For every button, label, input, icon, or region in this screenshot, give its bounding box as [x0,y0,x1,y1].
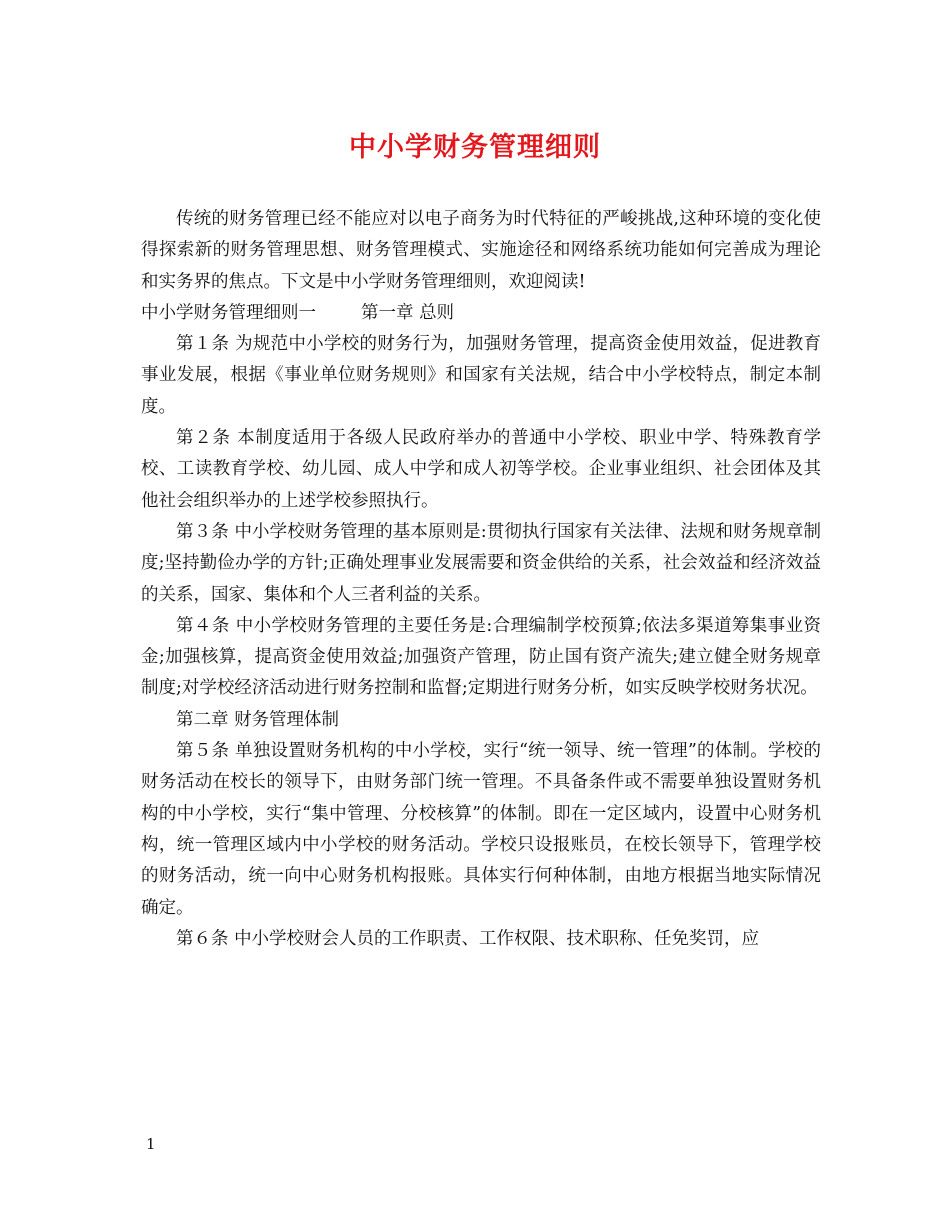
article-5-paragraph: 第５条 单独设置财务机构的中小学校，实行“统一领导、统一管理”的体制。学校的财务活动在校长的领导下，由财务部门统一管理。不具备条件或不需要单独设置财务机构的中小学校，实行“集中管理、分校核算”的体制。即在一定区域内，设置中心财务机构，统一管理区域内中小学校的财务活动。学校只设报账员，在校长领导下，管理学校的财务活动，统一向中心财务机构报账。具体实行何种体制，由地方根据当地实际情况确定。 [141,741,821,918]
article-2-paragraph: 第２条 本制度适用于各级人民政府举办的普通中小学校、职业中学、特殊教育学校、工读教育学校、幼儿园、成人中学和成人初等学校。企业事业组织、社会团体及其他社会组织举办的上述学校参照执行。 [141,428,821,511]
document-body [141,204,821,955]
intro-paragraph: 传统的财务管理已经不能应对以电子商务为时代特征的严峻挑战,这种环境的变化使得探索新的财务管理思想、财务管理模式、实施途径和网络系统功能如何完善成为理论和实务界的焦点。下文是中小学财务管理细则，欢迎阅读! [141,209,821,292]
article-4-paragraph: 第４条 中小学校财务管理的主要任务是:合理编制学校预算;依法多渠道筹集事业资金;加强核算，提高资金使用效益;加强资产管理，防止国有资产流失;建立健全财务规章制度;对学校经济活动进行财务控制和监督;定期进行财务分析，如实反映学校财务状况。 [141,615,821,699]
article-6-paragraph: 第６条 中小学校财会人员的工作职责、工作权限、技术职称、任免奖罚，应 [176,928,760,949]
section-heading [141,298,821,329]
chapter-heading: 第一章 总则 [361,302,455,323]
chapter-2-heading: 第二章 财务管理体制 [176,709,340,730]
document-title: 中小学财务管理细则 [349,132,601,163]
section-part-label: 中小学财务管理细则一 [141,302,316,323]
article-1-paragraph: 第１条 为规范中小学校的财务行为，加强财务管理，提高资金使用效益，促进教育事业发展，根据《事业单位财务规则》和国家有关法规，结合中小学校特点，制定本制度。 [141,334,821,417]
article-3-paragraph: 第３条 中小学校财务管理的基本原则是:贯彻执行国家有关法律、法规和财务规章制度;坚持勤俭办学的方针;正确处理事业发展需要和资金供给的关系，社会效益和经济效益的关系，国家、集体和个人三者利益的关系。 [141,521,821,605]
page-number: 1 [146,1135,156,1153]
